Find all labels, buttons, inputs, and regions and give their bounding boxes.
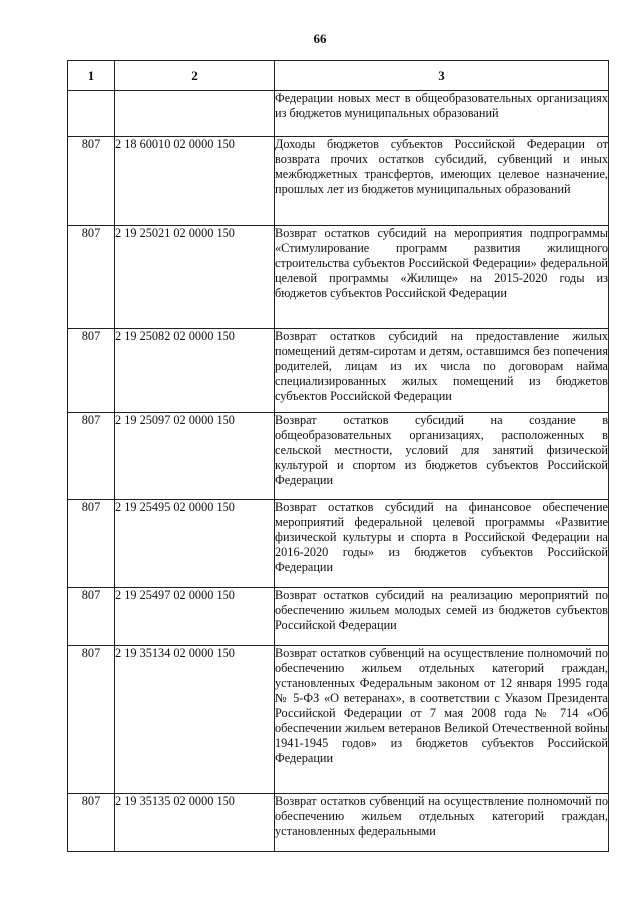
revenue-name-cell: [275, 137, 609, 226]
table-row: [68, 226, 609, 329]
budget-code-cell: 2 19 25021 02 0000 150: [115, 226, 275, 329]
table-row: [68, 794, 609, 852]
table-row: [68, 329, 609, 413]
admin-code-cell: 807: [68, 137, 115, 226]
revenue-name-text: Возврат остатков субсидий на финансовое обеспечение мероприятий федеральной целевой программы «Развитие физической культуры и спорта в Российской Федерации на 2016-2020 годы» из бюджетов субъектов Российской Федерации: [275, 500, 608, 574]
revenue-name-text: Доходы бюджетов субъектов Российской Федерации от возврата прочих остатков субсидий, субвенций и иных межбюджетных трансфертов, имеющих целевое назначение, прошлых лет из бюджетов муниципальных образований: [275, 137, 608, 196]
page-number: 66: [313, 31, 327, 46]
revenue-name-text: Возврат остатков субвенций на осуществление полномочий по обеспечению жильем отдельных категорий граждан, установленных Федеральным законом от 12 января 1995 года № 5-ФЗ «О ветеранах», в соответствии с Указом Президента Российской Федерации от 7 мая 2008 года № 714 «Об обеспечении жильем ветеранов Великой Отечественной войны 1941-1945 годов» из бюджетов субъектов Российской Федерации: [275, 646, 608, 765]
revenue-name-text: Федерации новых мест в общеобразовательных организациях из бюджетов муниципальных образований: [275, 91, 608, 120]
table-row: [68, 413, 609, 500]
table-header-row: [68, 61, 609, 91]
revenue-name-text: Возврат остатков субвенций на осуществление полномочий по обеспечению жильем отдельных категорий граждан, установленных федеральными: [275, 794, 608, 838]
revenue-name-cell: [275, 646, 609, 794]
budget-code-cell: 2 19 25495 02 0000 150: [115, 500, 275, 588]
budget-classification-table: [67, 60, 609, 852]
budget-code-cell: 2 18 60010 02 0000 150: [115, 137, 275, 226]
budget-code-cell: 2 19 35135 02 0000 150: [115, 794, 275, 852]
budget-code-cell: 2 19 35134 02 0000 150: [115, 646, 275, 794]
budget-code-cell: 2 19 25097 02 0000 150: [115, 413, 275, 500]
budget-code-cell: 2 19 25082 02 0000 150: [115, 329, 275, 413]
table-row: [68, 91, 609, 137]
table-row: [68, 137, 609, 226]
revenue-name-text: Возврат остатков субсидий на реализацию мероприятий по обеспечению жильем молодых семей из бюджетов субъектов Российской Федерации: [275, 588, 608, 632]
budget-code-cell: 2 19 25497 02 0000 150: [115, 588, 275, 646]
column-header-1: 1: [68, 61, 115, 91]
admin-code-cell: 807: [68, 588, 115, 646]
revenue-name-text: Возврат остатков субсидий на создание в общеобразовательных организациях, расположенных в сельской местности, условий для занятий физической культурой и спортом из бюджетов субъектов Российской Федерации: [275, 413, 608, 487]
admin-code-cell: 807: [68, 646, 115, 794]
table-row: [68, 500, 609, 588]
revenue-name-cell: [275, 226, 609, 329]
admin-code-cell: 807: [68, 329, 115, 413]
revenue-name-cell: [275, 500, 609, 588]
revenue-name-text: Возврат остатков субсидий на предоставление жилых помещений детям-сиротам и детям, оставшимся без попечения родителей, лицам из их числа по договорам найма специализированных жилых помещений из бюджетов субъектов Российской Федерации: [275, 329, 608, 403]
admin-code-cell: 807: [68, 413, 115, 500]
admin-code-cell: 807: [68, 226, 115, 329]
revenue-name-cell: [275, 413, 609, 500]
admin-code-cell: 807: [68, 500, 115, 588]
table-row: [68, 588, 609, 646]
revenue-name-cell: [275, 588, 609, 646]
revenue-name-cell: [275, 794, 609, 852]
table-row: [68, 646, 609, 794]
revenue-name-cell: [275, 91, 609, 137]
column-header-2: 2: [115, 61, 275, 91]
revenue-name-cell: [275, 329, 609, 413]
admin-code-cell: 807: [68, 794, 115, 852]
budget-code-cell: [115, 91, 275, 137]
column-header-3: 3: [275, 61, 609, 91]
revenue-name-text: Возврат остатков субсидий на мероприятия подпрограммы «Стимулирование программ развития жилищного строительства субъектов Российской Федерации» федеральной целевой программы «Жилище» на 2015-2020 годы из бюджетов субъектов Российской Федерации: [275, 226, 608, 300]
admin-code-cell: [68, 91, 115, 137]
